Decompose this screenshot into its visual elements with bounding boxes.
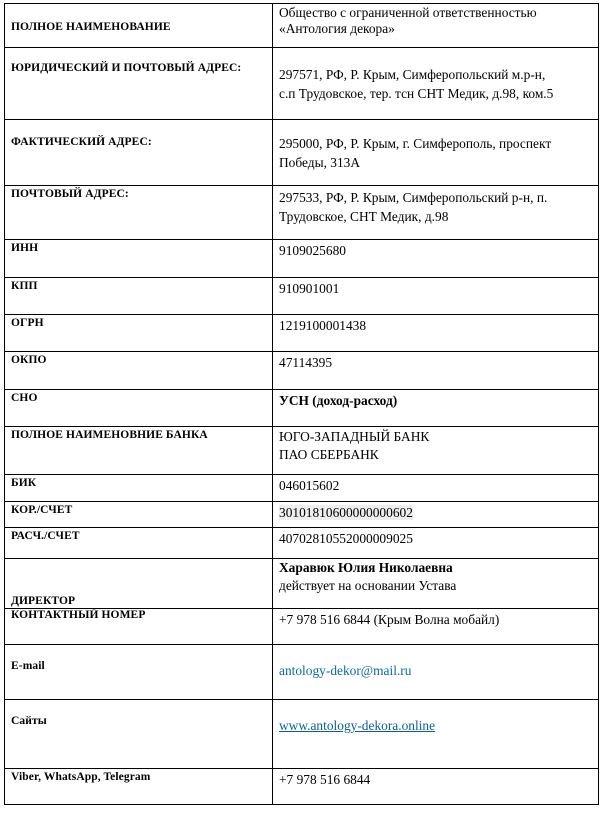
row-actual-address: [5, 120, 599, 186]
row-settlement-account: [5, 528, 599, 559]
key-bik: БИК: [5, 475, 273, 502]
value-contact-number: +7 978 516 6844 (Крым Волна мобайл): [273, 609, 599, 645]
value-legal-address-line-1: 297571, РФ, Р. Крым, Симферопольский м.р-н,: [279, 66, 546, 82]
value-ogrn: 1219100001438: [273, 315, 599, 352]
key-actual-address: ФАКТИЧЕСКИЙ АДРЕС:: [5, 120, 273, 186]
value-kpp: 910901001: [273, 278, 599, 315]
value-full-name: [273, 4, 599, 48]
value-bank-name-line-2: ПАО СБЕРБАНК: [279, 447, 379, 462]
value-full-name-line-2: «Антология декора»: [279, 21, 395, 36]
row-contact-number: [5, 609, 599, 645]
key-ogrn: ОГРН: [5, 315, 273, 352]
row-okpo: [5, 352, 599, 390]
key-settlement-account: РАСЧ./СЧЕТ: [5, 528, 273, 559]
value-legal-address: [273, 48, 599, 120]
value-websites: [273, 700, 599, 769]
value-full-name-line-1: Общество с ограниченной ответственностью: [279, 5, 537, 20]
row-bank-name: [5, 427, 599, 475]
value-corr-account: [273, 502, 599, 528]
key-bank-name: ПОЛНОЕ НАИМЕНОВНИЕ БАНКА: [5, 427, 273, 475]
value-bank-name: [273, 427, 599, 475]
value-director-name: Харавюк Юлия Николаевна: [279, 560, 453, 575]
value-actual-address-line-1: 295000, РФ, Р. Крым, г. Симферополь, проспект: [279, 135, 552, 151]
website-link[interactable]: www.antology-dekora.online: [279, 718, 436, 733]
row-inn: [5, 240, 599, 278]
row-full-name: [5, 4, 599, 48]
value-email: [273, 645, 599, 700]
row-kpp: [5, 278, 599, 315]
key-full-name: ПОЛНОЕ НАИМЕНОВАНИЕ: [5, 4, 273, 48]
key-sno: СНО: [5, 390, 273, 427]
key-email: E-mail: [5, 645, 273, 700]
row-websites: [5, 700, 599, 769]
key-corr-account: КОР./СЧЕТ: [5, 502, 273, 528]
value-legal-address-line-2: с.п Трудовское, тер. тсн СНТ Медик, д.98, ком.5: [279, 85, 554, 101]
row-postal-address: [5, 186, 599, 240]
row-messengers: [5, 769, 599, 805]
row-bik: [5, 475, 599, 502]
key-websites: Сайты: [5, 700, 273, 769]
value-actual-address-line-2: Победы, 313А: [279, 154, 361, 170]
key-okpo: ОКПО: [5, 352, 273, 390]
value-postal-address-line-2: Трудовское, СНТ Медик, д.98: [279, 209, 449, 224]
key-director: ДИРЕКТОР: [5, 559, 273, 609]
row-sno: [5, 390, 599, 427]
key-postal-address: ПОЧТОВЫЙ АДРЕС:: [5, 186, 273, 240]
value-director: [273, 559, 599, 609]
key-inn: ИНН: [5, 240, 273, 278]
key-kpp: КПП: [5, 278, 273, 315]
value-bank-name-line-1: ЮГО-ЗАПАДНЫЙ БАНК: [279, 429, 430, 444]
row-email: [5, 645, 599, 700]
value-corr-account-text: 30101810600000000602: [279, 505, 413, 520]
requisites-table: [4, 3, 599, 805]
row-legal-address: [5, 48, 599, 120]
value-inn: 9109025680: [273, 240, 599, 278]
value-settlement-account: 40702810552000009025: [273, 528, 599, 559]
value-director-basis: действует на основании Устава: [279, 578, 457, 593]
row-ogrn: [5, 315, 599, 352]
value-postal-address-line-1: 297533, РФ, Р. Крым, Симферопольский р-н, п.: [279, 190, 548, 205]
value-bik: 046015602: [273, 475, 599, 502]
key-messengers: Viber, WhatsApp, Telegram: [5, 769, 273, 805]
value-actual-address: [273, 120, 599, 186]
value-sno: УСН (доход-расход): [273, 390, 599, 427]
key-legal-address: ЮРИДИЧЕСКИЙ И ПОЧТОВЫЙ АДРЕС:: [5, 48, 273, 120]
key-contact-number: КОНТАКТНЫЙ НОМЕР: [5, 609, 273, 645]
row-corr-account: [5, 502, 599, 528]
value-okpo: 47114395: [273, 352, 599, 390]
row-director: [5, 559, 599, 609]
email-link[interactable]: antology-dekor@mail.ru: [279, 663, 412, 678]
value-messengers: +7 978 516 6844: [273, 769, 599, 805]
value-postal-address: [273, 186, 599, 240]
